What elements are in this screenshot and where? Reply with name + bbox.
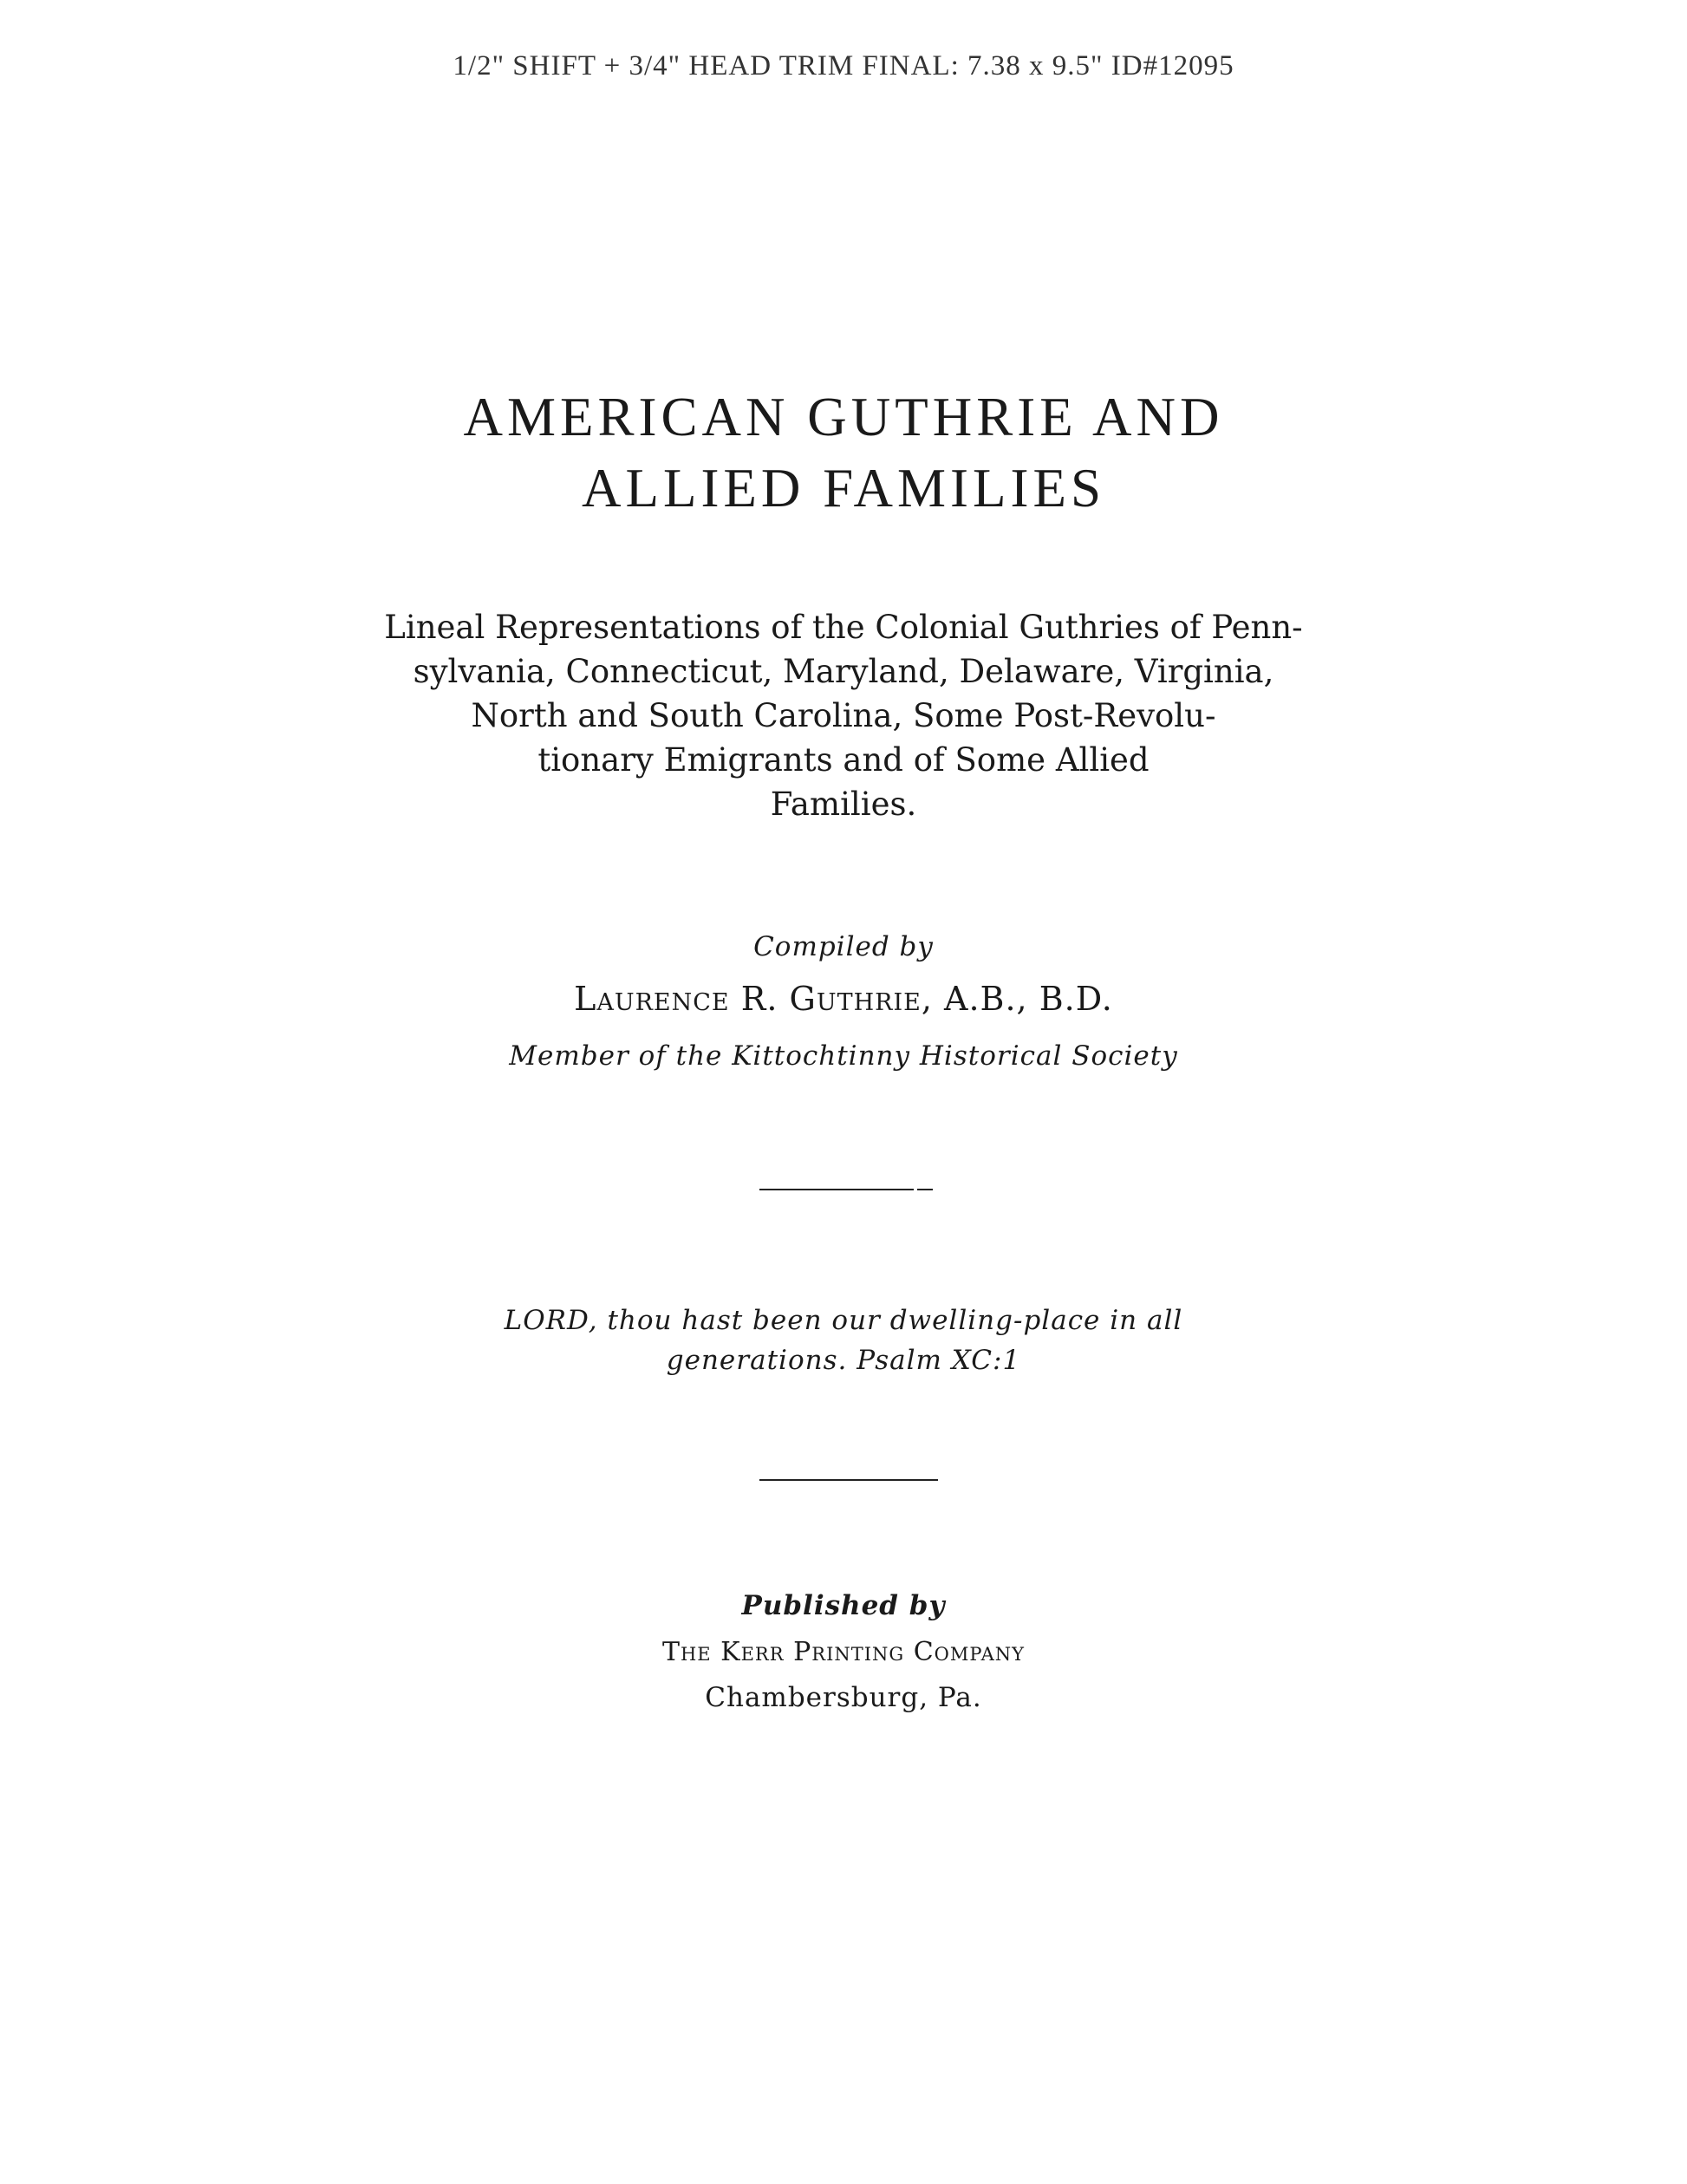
page-title bbox=[0, 381, 1687, 524]
print-header: 1/2" SHIFT + 3/4" HEAD TRIM FINAL: 7.38 x 9.5" ID#12095 bbox=[453, 50, 1234, 81]
epigraph-line-1: LORD, thou hast been our dwelling-place in all bbox=[504, 1305, 1183, 1336]
compiled-by-label: Compiled by bbox=[753, 931, 934, 962]
author-name: Laurence R. Guthrie, A.B., B.D. bbox=[574, 980, 1113, 1018]
subtitle-line-3: North and South Carolina, Some Post-Revolu- bbox=[471, 697, 1216, 734]
subtitle bbox=[381, 605, 1306, 826]
divider-rule-top-tail bbox=[917, 1189, 933, 1190]
epigraph bbox=[0, 1301, 1687, 1380]
title-line-1: AMERICAN GUTHRIE AND bbox=[463, 387, 1224, 447]
title-line-2: ALLIED FAMILIES bbox=[581, 458, 1105, 518]
subtitle-line-5: Families. bbox=[770, 786, 917, 823]
subtitle-line-2: sylvania, Connecticut, Maryland, Delaware, Virginia, bbox=[413, 653, 1274, 690]
subtitle-line-1: Lineal Representations of the Colonial Guthries of Penn- bbox=[384, 609, 1303, 646]
divider-rule-bottom bbox=[759, 1479, 938, 1481]
author-affiliation: Member of the Kittochtinny Historical Society bbox=[509, 1040, 1178, 1072]
publication-place: Chambersburg, Pa. bbox=[705, 1682, 982, 1713]
divider-rule-top bbox=[759, 1189, 914, 1190]
publisher-name: The Kerr Printing Company bbox=[661, 1637, 1026, 1667]
epigraph-line-2: generations. Psalm XC:1 bbox=[666, 1345, 1021, 1376]
published-by-label: Published by bbox=[741, 1590, 946, 1621]
subtitle-line-4: tionary Emigrants and of Some Allied bbox=[537, 741, 1150, 779]
